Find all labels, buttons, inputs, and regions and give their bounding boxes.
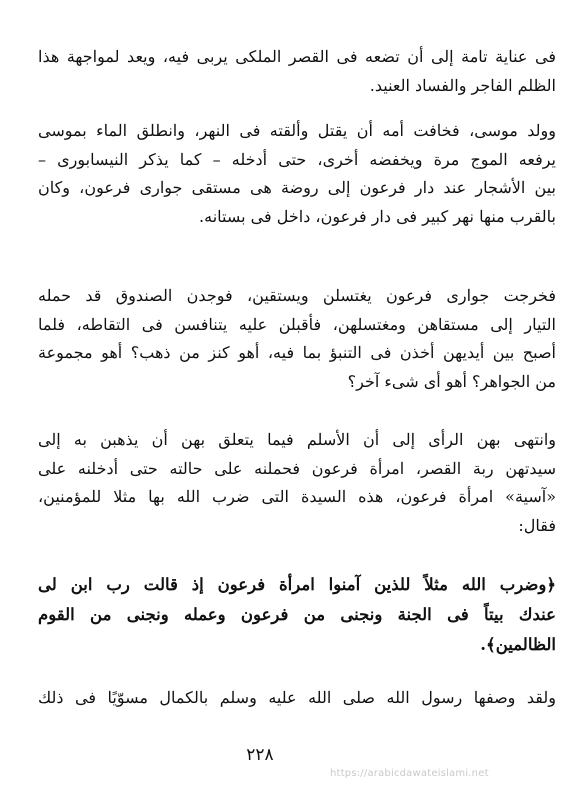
- text-line: فقال:: [518, 515, 556, 535]
- text-line: وولد موسى، فخافت أمه أن يقتل وألقته فى النهر، وانطلق الماء بموسى: [38, 121, 556, 140]
- text-line: سيدتهن ربة القصر، امرأة فرعون فحملنه على حالته حتى أدخلنه على: [38, 458, 556, 478]
- text-line: يرفعه الموج مرة ويخفضه أخرى، حتى أدخله – كما يذكر النيسابورى –: [38, 149, 556, 169]
- text-line: أصبح بين أيديهن أخذن فى التنبؤ بما فيه، أهو كنز من ذهب؟ أهو مجموعة: [38, 343, 556, 362]
- paragraph-6: [38, 684, 556, 713]
- paragraph-4: [38, 426, 556, 540]
- text-line: «آسية» امرأة فرعون، هذه السيدة التى ضرب الله بها مثلا للمؤمنين،: [38, 487, 556, 506]
- text-line: فخرجت جوارى فرعون يغتسلن ويستقين، فوجدن الصندوق قد حمله: [38, 286, 556, 305]
- paragraph-1: [38, 43, 556, 100]
- watermark-url: https://arabicdawateislami.net: [330, 768, 489, 779]
- text-line: فى عناية تامة إلى أن تضعه فى القصر الملكى يربى فيه، ويعد لمواجهة هذا: [38, 47, 556, 66]
- text-line: الظلم الفاجر والفساد العنيد.: [369, 75, 556, 95]
- text-line: وانتهى بهن الرأى إلى أن الأسلم فيما يتعلق بهن أن يذهبن به إلى: [38, 430, 556, 449]
- text-line: بالقرب منها نهر كبير فى دار فرعون، داخل فى بستانه.: [199, 206, 556, 226]
- text-line: التيار إلى مستقاهن ومغتسلهن، فأقبلن عليه يتنافسن فى التقاطه، فلما: [38, 314, 557, 334]
- paragraph-2: [38, 117, 556, 231]
- text-line: من الجواهر؟ أهو أى شىء آخر؟: [347, 371, 556, 391]
- quran-line: عندك بيتاً فى الجنة ونجنى من فرعون وعمله ونجنى من القوم: [38, 605, 556, 624]
- quran-line: الظالمين﴾.: [480, 635, 556, 654]
- text-line: بين الأشجار عند دار فرعون إلى روضة هى مستقى جوارى فرعون، وكان: [38, 178, 556, 197]
- text-line: ولقد وصفها رسول الله صلى الله عليه وسلم بالكمال مسوّيًا فى ذلك: [38, 688, 556, 707]
- paragraph-3: [38, 282, 556, 396]
- quran-line: ﴿وضرب الله مثلاً للذين آمنوا امرأة فرعون إذ قالت رب ابن لى: [38, 575, 556, 594]
- quran-verse-paragraph: [38, 570, 556, 660]
- page-number: ٢٢٨: [246, 745, 274, 765]
